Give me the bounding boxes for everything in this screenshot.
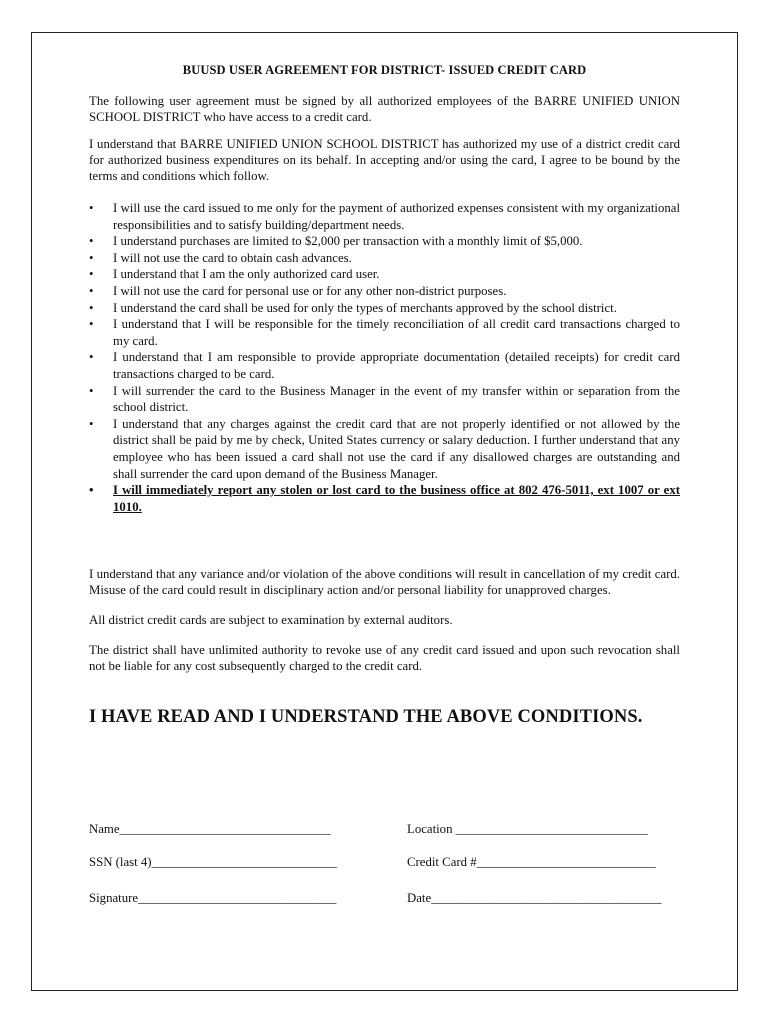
date-field[interactable]: Date____________________________________ xyxy=(407,891,662,905)
acknowledgement-heading: I HAVE READ AND I UNDERSTAND THE ABOVE CONDITIONS. xyxy=(89,707,643,728)
term-item: • I will surrender the card to the Business Manager in the event of my transfer within or separation from the school district. xyxy=(89,383,680,416)
term-item: • I understand that I will be responsible for the timely reconciliation of all credit card transactions charged to my card. xyxy=(89,316,680,349)
fields-row-2 xyxy=(89,855,689,878)
report-list xyxy=(89,482,680,515)
name-field[interactable]: Name_________________________________ xyxy=(89,822,331,836)
term-item: • I will use the card issued to me only for the payment of authorized expenses consistent with my organizational responsibilities and to satisfy building/department needs. xyxy=(89,200,680,233)
term-item: • I understand that I am responsible to provide appropriate documentation (detailed receipts) for credit card transactions charged to be card. xyxy=(89,349,680,382)
fields-row-3 xyxy=(89,891,689,914)
authorization-paragraph: I understand that BARRE UNIFIED UNION SCHOOL DISTRICT has authorized my use of a district credit card for authorized business expenditures on its behalf. In accepting and/or using the card, I agree to be bound by the terms and conditions which follow. xyxy=(89,137,680,183)
terms-list xyxy=(89,200,680,482)
revocation-paragraph: The district shall have unlimited authority to revoke use of any credit card issued and upon such revocation shall not be liable for any cost subsequently charged to the credit card. xyxy=(89,643,680,674)
agreement-body xyxy=(89,63,680,728)
term-item: • I understand the card shall be used for only the types of merchants approved by the school district. xyxy=(89,300,680,317)
violation-paragraph: I understand that any variance and/or violation of the above conditions will result in cancellation of my credit card. Misuse of the card could result in disciplinary action and/or personal liability for unapproved charges. xyxy=(89,567,680,598)
term-item: • I will not use the card for personal use or for any other non-district purposes. xyxy=(89,283,680,300)
term-item: • I understand that I am the only authorized card user. xyxy=(89,266,680,283)
fields-row-1 xyxy=(89,822,689,845)
signature-fields xyxy=(89,822,689,924)
term-item: • I understand purchases are limited to $2,000 per transaction with a monthly limit of $5,000. xyxy=(89,233,680,250)
intro-paragraph: The following user agreement must be signed by all authorized employees of the BARRE UNIFIED UNION SCHOOL DISTRICT who have access to a credit card. xyxy=(89,94,680,124)
term-item: • I understand that any charges against the credit card that are not properly identified or not allowed by the district shall be paid by me by check, United States currency or salary deduction. I further understand that any employee who has been issued a card shall not use the card if any disallowed charges are outstanding and shall surrender the card upon demand of the Business Manager. xyxy=(89,416,680,482)
document-title: BUUSD USER AGREEMENT FOR DISTRICT- ISSUED CREDIT CARD xyxy=(182,63,587,77)
term-item: • I will not use the card to obtain cash advances. xyxy=(89,250,680,267)
signature-field[interactable]: Signature_______________________________ xyxy=(89,891,337,905)
auditors-paragraph: All district credit cards are subject to examination by external auditors. xyxy=(89,613,453,628)
location-field[interactable]: Location ______________________________ xyxy=(407,822,648,836)
report-lost-card-notice: • I will immediately report any stolen or lost card to the business office at 802 476-5011, ext 1007 or ext 1010. xyxy=(89,482,680,515)
ssn-field[interactable]: SSN (last 4)_____________________________ xyxy=(89,855,338,869)
credit-card-field[interactable]: Credit Card #____________________________ xyxy=(407,855,656,869)
